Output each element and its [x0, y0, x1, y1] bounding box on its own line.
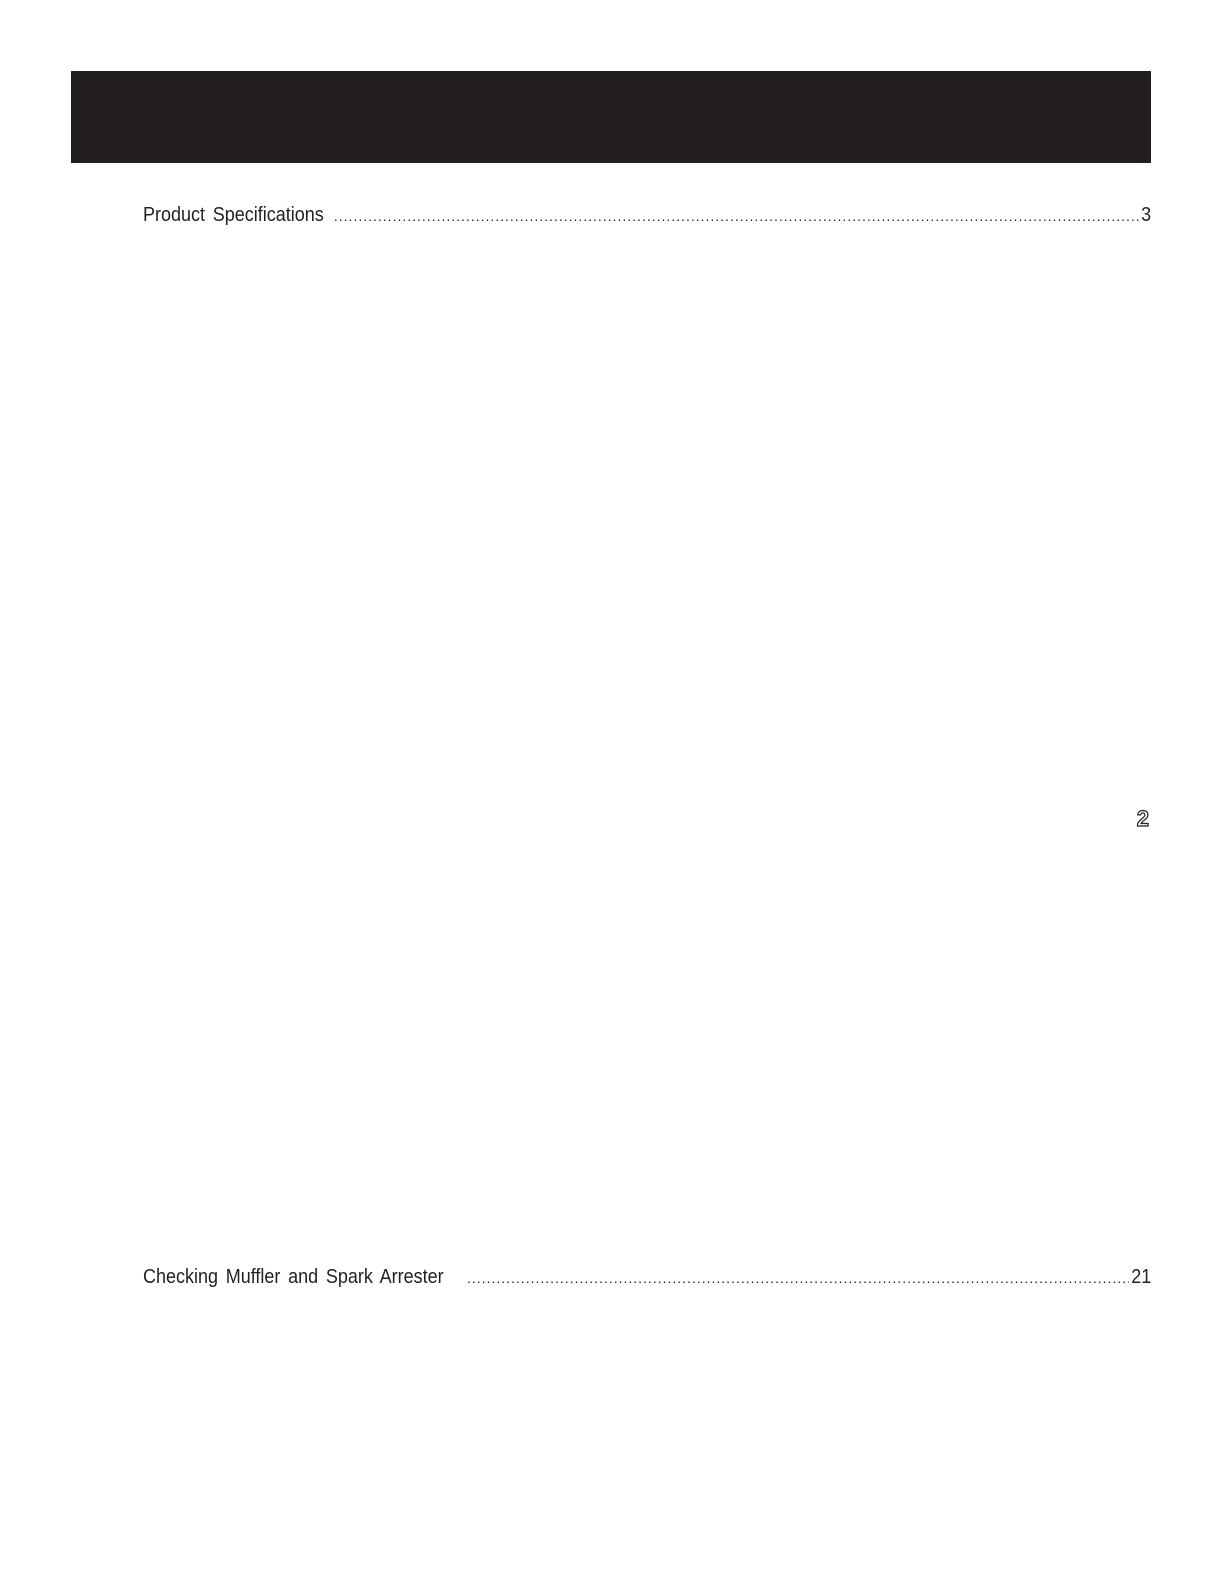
- page-number: 2: [1136, 806, 1149, 831]
- toc-entry-title[interactable]: Product Specifications: [143, 204, 324, 226]
- toc-dot-leader: [467, 1265, 1129, 1291]
- toc-entry[interactable]: [143, 1264, 1151, 1291]
- toc-entry-title[interactable]: Checking Muffler and Spark Arrester: [143, 1266, 444, 1288]
- toc-entry[interactable]: [143, 202, 1151, 229]
- toc-entry-page[interactable]: 21: [1130, 1266, 1151, 1288]
- header-bar: [71, 71, 1151, 163]
- toc-dot-leader: [334, 203, 1140, 229]
- toc-entry-page[interactable]: 3: [1140, 204, 1151, 226]
